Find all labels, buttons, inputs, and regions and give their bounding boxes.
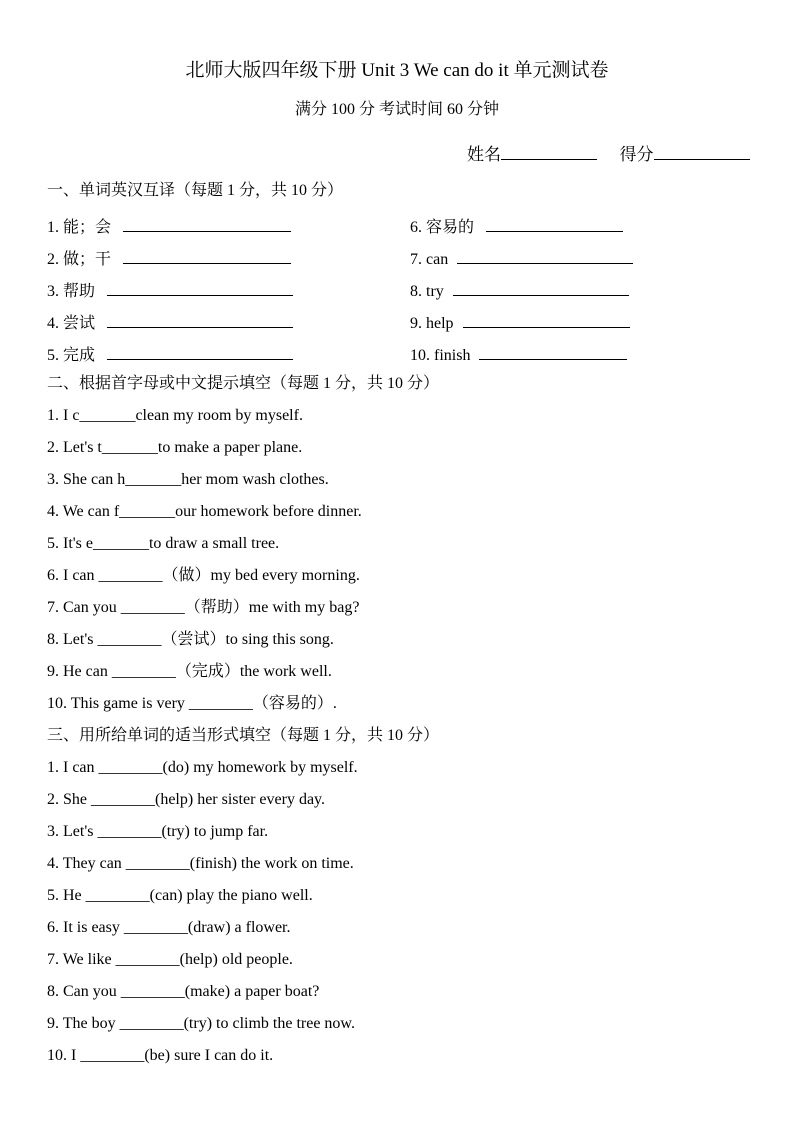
answer-blank[interactable]: ________ bbox=[91, 791, 155, 808]
fill-item-8 bbox=[47, 629, 334, 651]
answer-blank[interactable]: ________ bbox=[80, 1047, 145, 1064]
form-item-6 bbox=[47, 917, 291, 939]
item-text: 4. We can f bbox=[47, 503, 120, 520]
answer-blank[interactable]: _______ bbox=[79, 407, 136, 424]
form-item-4 bbox=[47, 853, 354, 875]
answer-blank[interactable]: ________ bbox=[115, 951, 180, 968]
item-text: 9. The boy bbox=[47, 1015, 120, 1032]
vocab-label: 8. try bbox=[410, 283, 444, 300]
item-text: 5. He bbox=[47, 887, 86, 904]
answer-blank[interactable]: ________ bbox=[85, 887, 150, 904]
fill-item-4 bbox=[47, 501, 362, 523]
fill-item-7 bbox=[47, 597, 359, 619]
item-text: (try) to climb the tree now. bbox=[183, 1015, 355, 1032]
item-text: （帮助）me with my bag? bbox=[184, 599, 360, 616]
fill-item-1 bbox=[47, 405, 303, 427]
answer-blank[interactable] bbox=[453, 277, 629, 296]
item-text: 3. Let's bbox=[47, 823, 98, 840]
answer-blank[interactable]: ________ bbox=[120, 983, 185, 1000]
form-item-5 bbox=[47, 885, 313, 907]
item-text: 6. It is easy bbox=[47, 919, 124, 936]
score-field[interactable] bbox=[654, 141, 750, 160]
fill-item-9 bbox=[47, 661, 332, 683]
vocab-item-10 bbox=[410, 341, 627, 367]
vocab-item-8 bbox=[410, 277, 629, 303]
vocab-item-7 bbox=[410, 245, 633, 271]
item-text: 10. This game is very bbox=[47, 695, 189, 712]
vocab-label: 3. 帮助 bbox=[47, 283, 96, 300]
item-text: (be) sure I can do it. bbox=[144, 1047, 274, 1064]
answer-blank[interactable] bbox=[457, 245, 633, 264]
answer-blank[interactable]: ________ bbox=[123, 919, 188, 936]
answer-blank[interactable]: _______ bbox=[101, 439, 158, 456]
form-item-3 bbox=[47, 821, 268, 843]
answer-blank[interactable]: _______ bbox=[119, 503, 176, 520]
vocab-item-1 bbox=[47, 213, 291, 239]
item-text: 8. Can you bbox=[47, 983, 121, 1000]
item-text: 2. She bbox=[47, 791, 91, 808]
vocab-label: 6. 容易的 bbox=[410, 219, 475, 236]
vocab-label: 9. help bbox=[410, 315, 454, 332]
item-text: 7. We like bbox=[47, 951, 116, 968]
vocab-label: 7. can bbox=[410, 251, 449, 268]
vocab-item-6 bbox=[410, 213, 623, 239]
item-text: to draw a small tree. bbox=[148, 535, 280, 552]
item-text: 1. I can bbox=[47, 759, 99, 776]
score-label: 得分 bbox=[619, 145, 654, 164]
name-score-bar bbox=[467, 141, 750, 167]
form-item-9 bbox=[47, 1013, 355, 1035]
vocab-item-3 bbox=[47, 277, 293, 303]
item-text: (do) my homework by myself. bbox=[162, 759, 358, 776]
answer-blank[interactable]: ________ bbox=[188, 695, 253, 712]
form-item-2 bbox=[47, 789, 325, 811]
item-text: her mom wash clothes. bbox=[181, 471, 329, 488]
fill-item-2 bbox=[47, 437, 302, 459]
answer-blank[interactable]: ________ bbox=[119, 1015, 184, 1032]
vocab-item-4 bbox=[47, 309, 293, 335]
form-item-10 bbox=[47, 1045, 273, 1067]
item-text: 3. She can h bbox=[47, 471, 126, 488]
item-text: 5. It's e bbox=[47, 535, 93, 552]
vocab-label: 1. 能；会 bbox=[47, 219, 112, 236]
item-text: （容易的）. bbox=[252, 695, 337, 712]
answer-blank[interactable] bbox=[463, 309, 630, 328]
item-text: （完成）the work well. bbox=[175, 663, 332, 680]
fill-item-5 bbox=[47, 533, 279, 555]
fill-item-10 bbox=[47, 693, 337, 715]
section-1-heading: 一、单词英汉互译（每题 1 分，共 10 分） bbox=[47, 182, 344, 199]
item-text: 1. I c bbox=[47, 407, 80, 424]
fill-item-3 bbox=[47, 469, 329, 491]
answer-blank[interactable]: ________ bbox=[111, 663, 176, 680]
item-text: clean my room by myself. bbox=[135, 407, 303, 424]
item-text: (help) her sister every day. bbox=[155, 791, 325, 808]
form-item-1 bbox=[47, 757, 358, 779]
item-text: 10. I bbox=[47, 1047, 81, 1064]
page-title: 北师大版四年级下册 Unit 3 We can do it 单元测试卷 bbox=[185, 60, 609, 81]
vocab-item-9 bbox=[410, 309, 630, 335]
answer-blank[interactable] bbox=[479, 341, 627, 360]
item-text: （尝试）to sing this song. bbox=[161, 631, 334, 648]
item-text: (can) play the piano well. bbox=[149, 887, 313, 904]
form-item-7 bbox=[47, 949, 293, 971]
answer-blank[interactable] bbox=[123, 245, 291, 264]
name-field[interactable] bbox=[501, 141, 597, 160]
form-item-8 bbox=[47, 981, 319, 1003]
answer-blank[interactable] bbox=[107, 341, 293, 360]
answer-blank[interactable]: _______ bbox=[125, 471, 182, 488]
vocab-label: 4. 尝试 bbox=[47, 315, 96, 332]
item-text: 6. I can bbox=[47, 567, 99, 584]
item-text: （做）my bed every morning. bbox=[162, 567, 360, 584]
vocab-label: 10. finish bbox=[410, 347, 471, 364]
answer-blank[interactable] bbox=[486, 213, 623, 232]
item-text: our homework before dinner. bbox=[175, 503, 362, 520]
vocab-item-5 bbox=[47, 341, 293, 367]
item-text: 8. Let's bbox=[47, 631, 98, 648]
item-text: 4. They can bbox=[47, 855, 126, 872]
answer-blank[interactable] bbox=[123, 213, 291, 232]
vocab-label: 2. 做；干 bbox=[47, 251, 112, 268]
item-text: 7. Can you bbox=[47, 599, 121, 616]
item-text: (draw) a flower. bbox=[187, 919, 291, 936]
item-text: (finish) the work on time. bbox=[189, 855, 354, 872]
answer-blank[interactable]: ________ bbox=[98, 759, 163, 776]
item-text: (try) to jump far. bbox=[161, 823, 269, 840]
item-text: (make) a paper boat? bbox=[184, 983, 320, 1000]
vocab-label: 5. 完成 bbox=[47, 347, 96, 364]
answer-blank[interactable]: ________ bbox=[125, 855, 190, 872]
answer-blank[interactable] bbox=[107, 309, 293, 328]
answer-blank[interactable]: ________ bbox=[97, 631, 162, 648]
item-text: (help) old people. bbox=[179, 951, 293, 968]
answer-blank[interactable]: ________ bbox=[97, 823, 162, 840]
item-text: to make a paper plane. bbox=[157, 439, 303, 456]
name-label: 姓名 bbox=[467, 145, 501, 164]
exam-info: 满分 100 分 考试时间 60 分钟 bbox=[294, 101, 499, 118]
fill-item-6 bbox=[47, 565, 360, 587]
answer-blank[interactable]: ________ bbox=[120, 599, 185, 616]
vocab-item-2 bbox=[47, 245, 291, 271]
item-text: 9. He can bbox=[47, 663, 112, 680]
answer-blank[interactable]: _______ bbox=[92, 535, 149, 552]
item-text: 2. Let's t bbox=[47, 439, 102, 456]
section-2-heading: 二、根据首字母或中文提示填空（每题 1 分，共 10 分） bbox=[47, 375, 440, 392]
answer-blank[interactable] bbox=[107, 277, 293, 296]
answer-blank[interactable]: ________ bbox=[98, 567, 163, 584]
section-3-heading: 三、用所给单词的适当形式填空（每题 1 分，共 10 分） bbox=[47, 727, 440, 744]
